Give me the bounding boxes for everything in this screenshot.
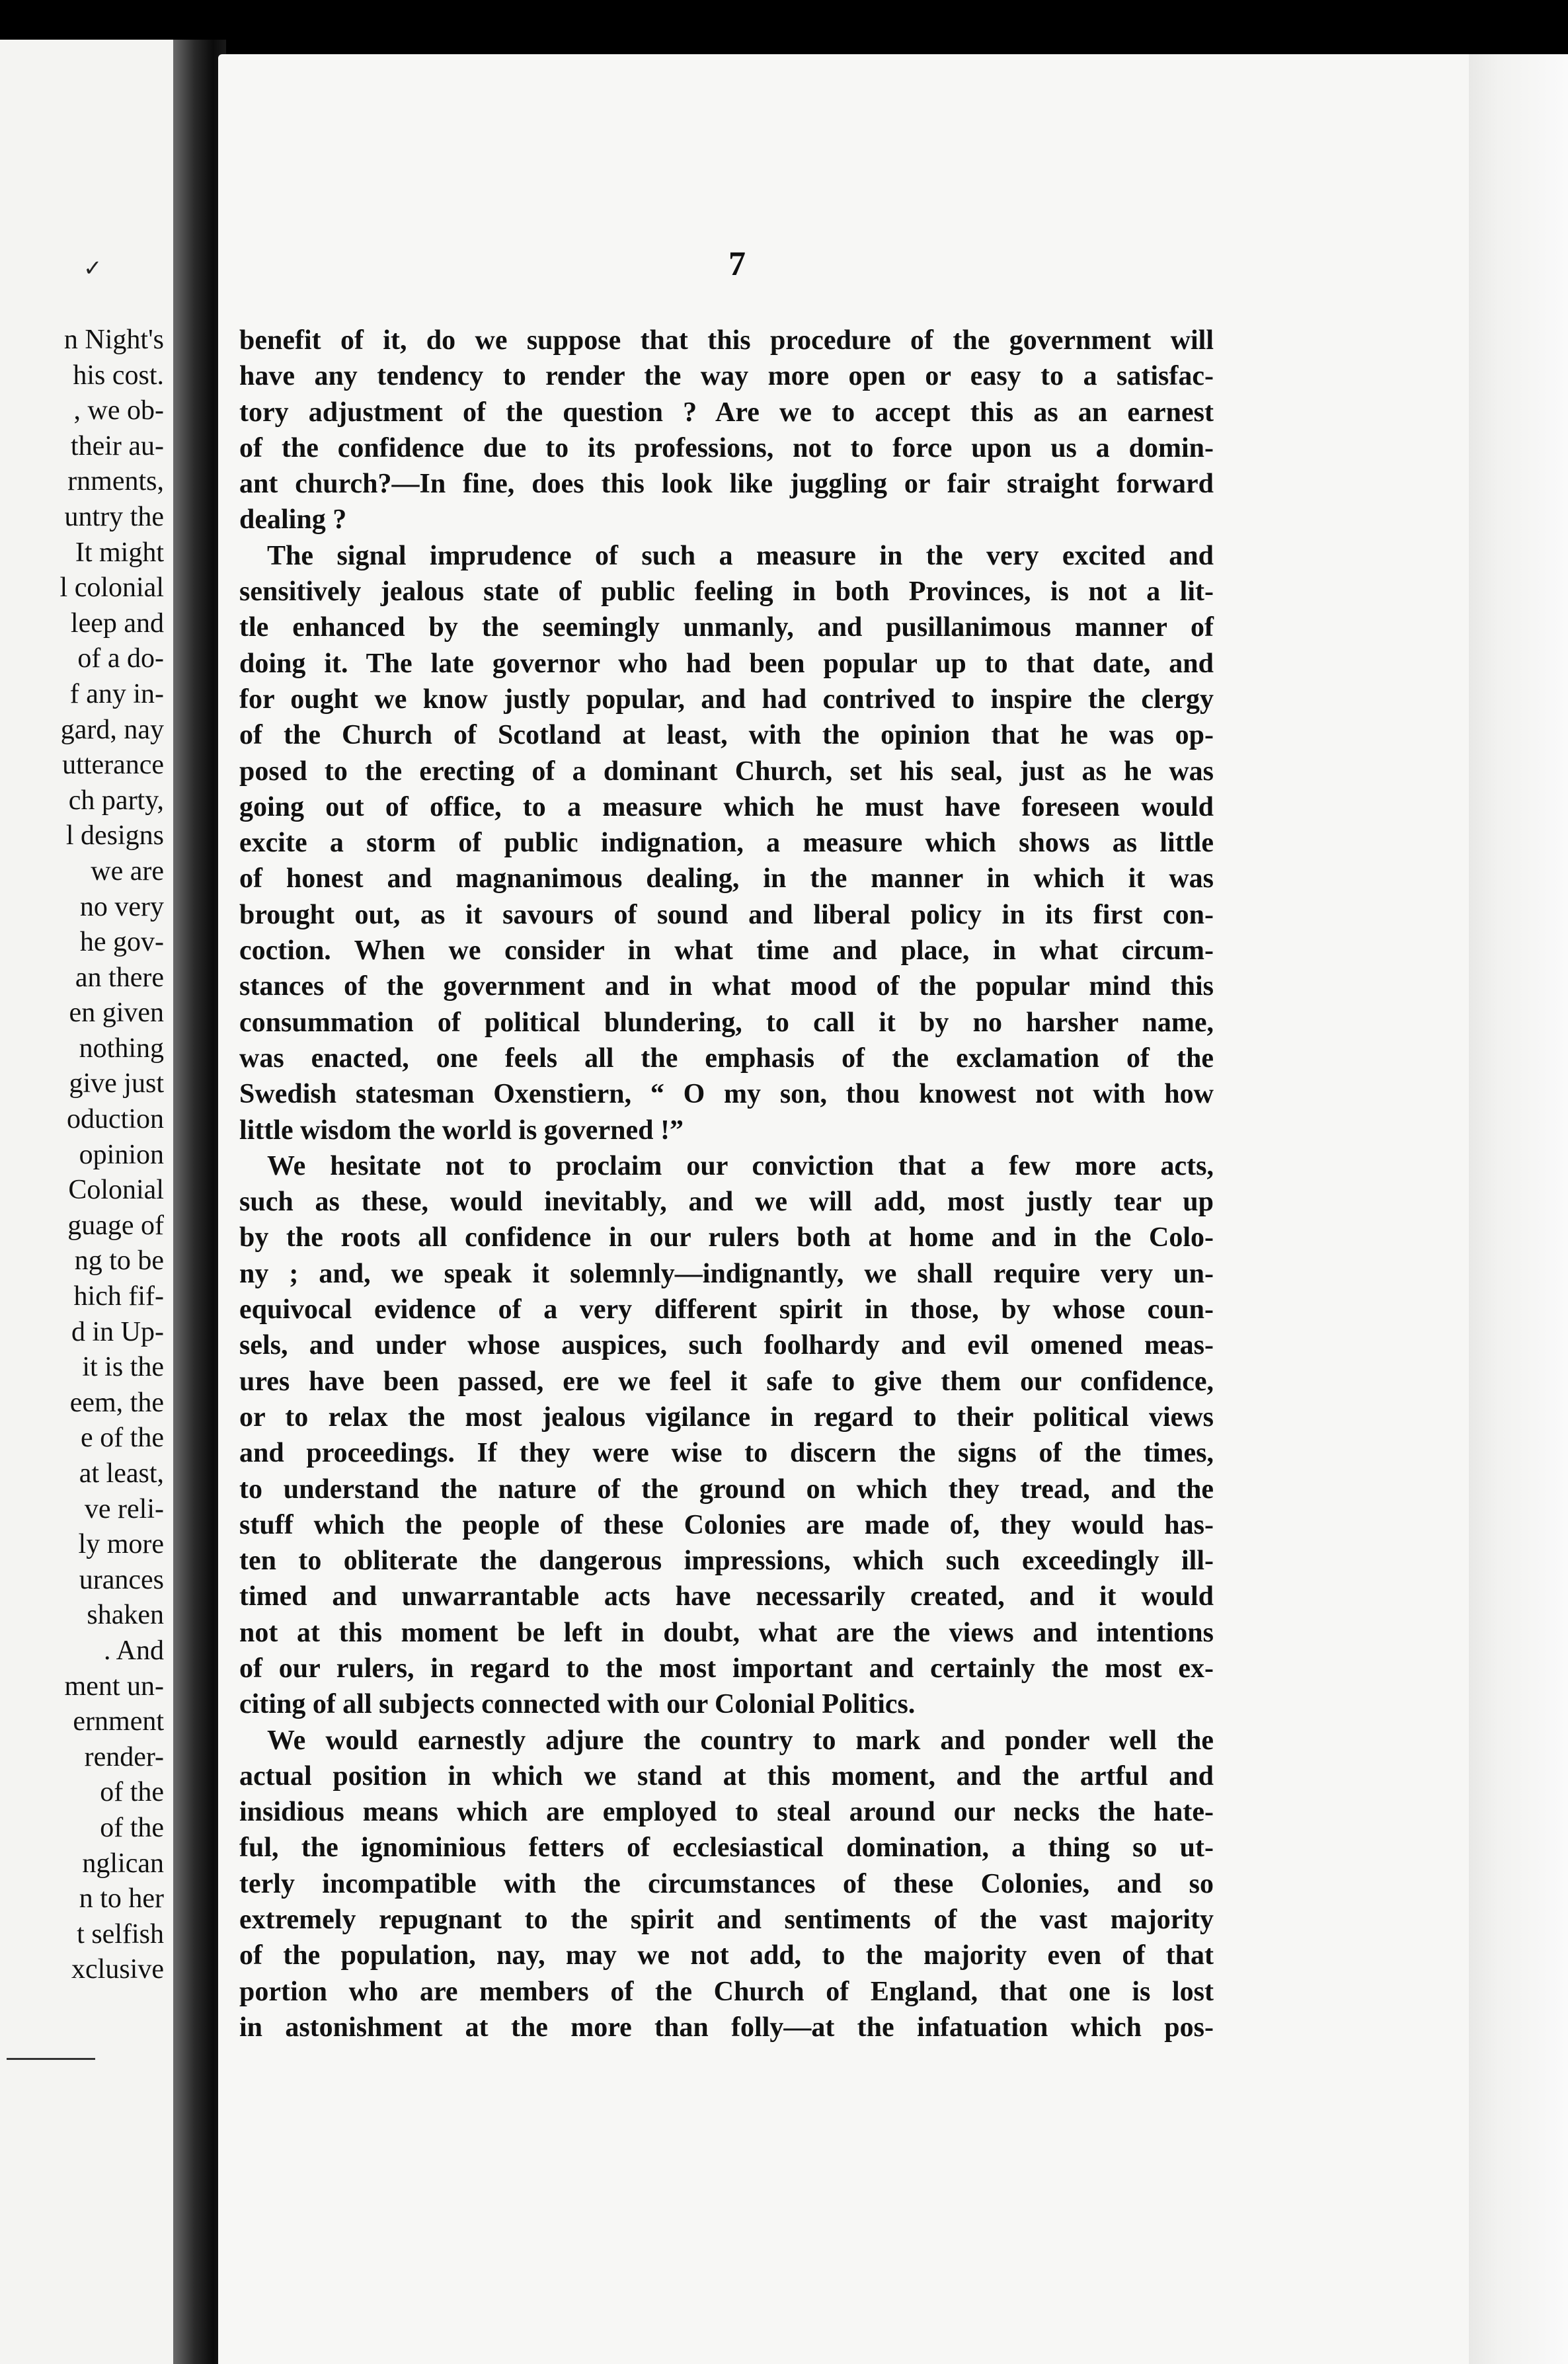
text-line: brought out, as it savours of sound and liberal policy in its first con- — [239, 899, 1214, 930]
text-line: of the confidence due to its professions, not to force upon us a domin- — [239, 432, 1214, 463]
text-line: extremely repugnant to the spirit and sentiments of the vast majority — [239, 1905, 1214, 1936]
previous-page-line: n Night's — [63, 325, 164, 355]
previous-page-line: ment un- — [64, 1671, 164, 1702]
previous-page-line: untry the — [64, 501, 164, 532]
previous-page-line: an there — [75, 962, 164, 993]
previous-page-line: l colonial — [59, 572, 164, 604]
text-line: The signal imprudence of such a measure in the very excited and — [239, 540, 1214, 571]
previous-page-line: nglican — [82, 1848, 164, 1879]
previous-page-line: ernment — [73, 1706, 164, 1737]
text-line: dealing ? — [239, 504, 347, 535]
previous-page-line: no very — [79, 891, 164, 922]
text-line: benefit of it, do we suppose that this procedure of the government will — [239, 325, 1214, 356]
previous-page-line: , we ob- — [73, 395, 164, 426]
text-line: doing it. The late governor who had been popular up to that date, and — [239, 648, 1214, 679]
text-line: by the roots all confidence in our rulers both at home and in the Colo- — [239, 1222, 1214, 1253]
previous-page-line: f any in- — [69, 678, 164, 709]
text-line: going out of office, to a measure which he must have foreseen would — [239, 791, 1214, 822]
previous-page-line: ve reli- — [84, 1493, 164, 1524]
text-line: equivocal evidence of a very different spirit in those, by whose coun- — [239, 1294, 1214, 1325]
previous-page-line: Colonial — [68, 1175, 164, 1206]
left-page-mark: ✓ — [83, 255, 102, 282]
previous-page-line: It might — [75, 537, 164, 568]
text-line: of our rulers, in regard to the most important and certainly the most ex- — [239, 1653, 1214, 1684]
previous-page-line: ng to be — [74, 1245, 164, 1277]
scan-border-top — [0, 0, 1568, 54]
text-line: ten to obliterate the dangerous impressions, which such exceedingly ill- — [239, 1546, 1214, 1577]
text-line: We would earnestly adjure the country to mark and ponder well the — [239, 1725, 1214, 1756]
previous-page-line: l designs — [65, 820, 164, 851]
previous-page-line: ch party, — [68, 785, 164, 816]
previous-page-line: urances — [79, 1564, 164, 1595]
text-line: ful, the ignominious fetters of ecclesiastical domination, a thing so ut- — [239, 1832, 1214, 1864]
text-line: sensitively jealous state of public feeling in both Provinces, is not a lit- — [239, 576, 1214, 608]
previous-page-line: of a do- — [77, 643, 164, 674]
previous-page-line: rnments, — [67, 466, 164, 497]
previous-page-line: give just — [69, 1068, 164, 1099]
text-line: not at this moment be left in doubt, what are the views and intentions — [239, 1617, 1214, 1648]
text-line: of honest and magnanimous dealing, in the manner in which it was — [239, 863, 1214, 894]
previous-page-line: ly more — [78, 1529, 164, 1560]
text-line: in astonishment at the more than folly—at the infatuation which pos- — [239, 2012, 1214, 2043]
text-line: ny ; and, we speak it solemnly—indignantly, we shall require very un- — [239, 1258, 1214, 1289]
previous-page-line: d in Up- — [71, 1316, 164, 1347]
text-line: stances of the government and in what mood of the popular mind this — [239, 971, 1214, 1002]
previous-page-line: he gov- — [79, 927, 164, 958]
text-line: excite a storm of public indignation, a measure which shows as little — [239, 828, 1214, 859]
text-line: insidious means which are employed to steal around our necks the hate- — [239, 1797, 1214, 1828]
body-text — [239, 323, 1214, 2045]
previous-page-line: utterance — [62, 750, 164, 781]
previous-page-line: en given — [69, 998, 164, 1029]
previous-page-line: opinion — [79, 1139, 164, 1170]
previous-page-line: of the — [100, 1812, 164, 1843]
page-number: 7 — [728, 245, 746, 283]
text-line: actual position in which we stand at this moment, and the artful and — [239, 1760, 1214, 1792]
text-line: for ought we know justly popular, and had contrived to inspire the clergy — [239, 684, 1214, 715]
text-line: little wisdom the world is governed !” — [239, 1115, 684, 1146]
text-line: Swedish statesman Oxenstiern, “ O my son, thou knowest not with how — [239, 1079, 1214, 1110]
previous-page-line: his cost. — [73, 360, 164, 391]
text-line: ures have been passed, ere we feel it safe to give them our confidence, — [239, 1366, 1214, 1397]
previous-page-line: hich fif- — [73, 1281, 164, 1312]
previous-page-line: eem, the — [69, 1387, 164, 1418]
previous-page-line: at least, — [79, 1458, 164, 1489]
text-line: timed and unwarrantable acts have necessarily created, and it would — [239, 1581, 1214, 1612]
previous-page-strip — [0, 40, 173, 2364]
text-line: of the Church of Scotland at least, with the opinion that he was op- — [239, 720, 1214, 751]
previous-page-line: . And — [103, 1635, 164, 1666]
text-line: coction. When we consider in what time and place, in what circum- — [239, 935, 1214, 966]
text-line: posed to the erecting of a dominant Church, set his seal, just as he was — [239, 756, 1214, 787]
previous-page-line: n to her — [79, 1883, 164, 1914]
text-line: sels, and under whose auspices, such foolhardy and evil omened meas- — [239, 1330, 1214, 1361]
previous-page-line: t selfish — [77, 1918, 164, 1950]
text-line: or to relax the most jealous vigilance in regard to their political views — [239, 1401, 1214, 1433]
previous-page-line: render- — [84, 1741, 164, 1772]
text-line: citing of all subjects connected with our Colonial Politics. — [239, 1689, 916, 1720]
previous-page-text — [60, 323, 164, 1988]
previous-page-line: we are — [91, 855, 164, 886]
scan-border-right — [1469, 54, 1568, 2364]
previous-page-line: leep and — [70, 608, 164, 639]
text-line: to understand the nature of the ground on which they tread, and the — [239, 1474, 1214, 1505]
previous-page-line: e of the — [81, 1423, 164, 1454]
text-line: tory adjustment of the question ? Are we to accept this as an earnest — [239, 397, 1214, 428]
text-line: such as these, would inevitably, and we will add, most justly tear up — [239, 1187, 1214, 1218]
previous-page-line: shaken — [87, 1600, 164, 1631]
text-line: was enacted, one feels all the emphasis of the exclamation of the — [239, 1043, 1214, 1074]
text-line: terly incompatible with the circumstances of these Colonies, and so — [239, 1868, 1214, 1899]
text-line: consummation of political blundering, to call it by no harsher name, — [239, 1007, 1214, 1038]
text-line: portion who are members of the Church of England, that one is lost — [239, 1976, 1214, 2007]
previous-page-line: xclusive — [71, 1954, 164, 1985]
previous-page-line: oduction — [67, 1104, 164, 1135]
text-line: stuff which the people of these Colonies are made of, they would has- — [239, 1509, 1214, 1540]
previous-page-line: nothing — [79, 1033, 164, 1064]
text-line: have any tendency to render the way more open or easy to a satisfac- — [239, 361, 1214, 392]
previous-page-line: gard, nay — [60, 714, 164, 745]
text-line: We hesitate not to proclaim our conviction that a few more acts, — [239, 1150, 1214, 1181]
previous-page-rule — [7, 2058, 95, 2060]
previous-page-line: it is the — [82, 1352, 164, 1383]
text-line: tle enhanced by the seemingly unmanly, and pusillanimous manner of — [239, 612, 1214, 643]
text-line: ant church?—In fine, does this look like juggling or fair straight forward — [239, 469, 1214, 500]
previous-page-line: their au- — [70, 430, 164, 461]
previous-page-line: guage of — [67, 1210, 164, 1241]
text-line: and proceedings. If they were wise to discern the signs of the times, — [239, 1438, 1214, 1469]
text-line: of the population, nay, may we not add, to the majority even of that — [239, 1940, 1214, 1971]
previous-page-line: of the — [100, 1777, 164, 1808]
